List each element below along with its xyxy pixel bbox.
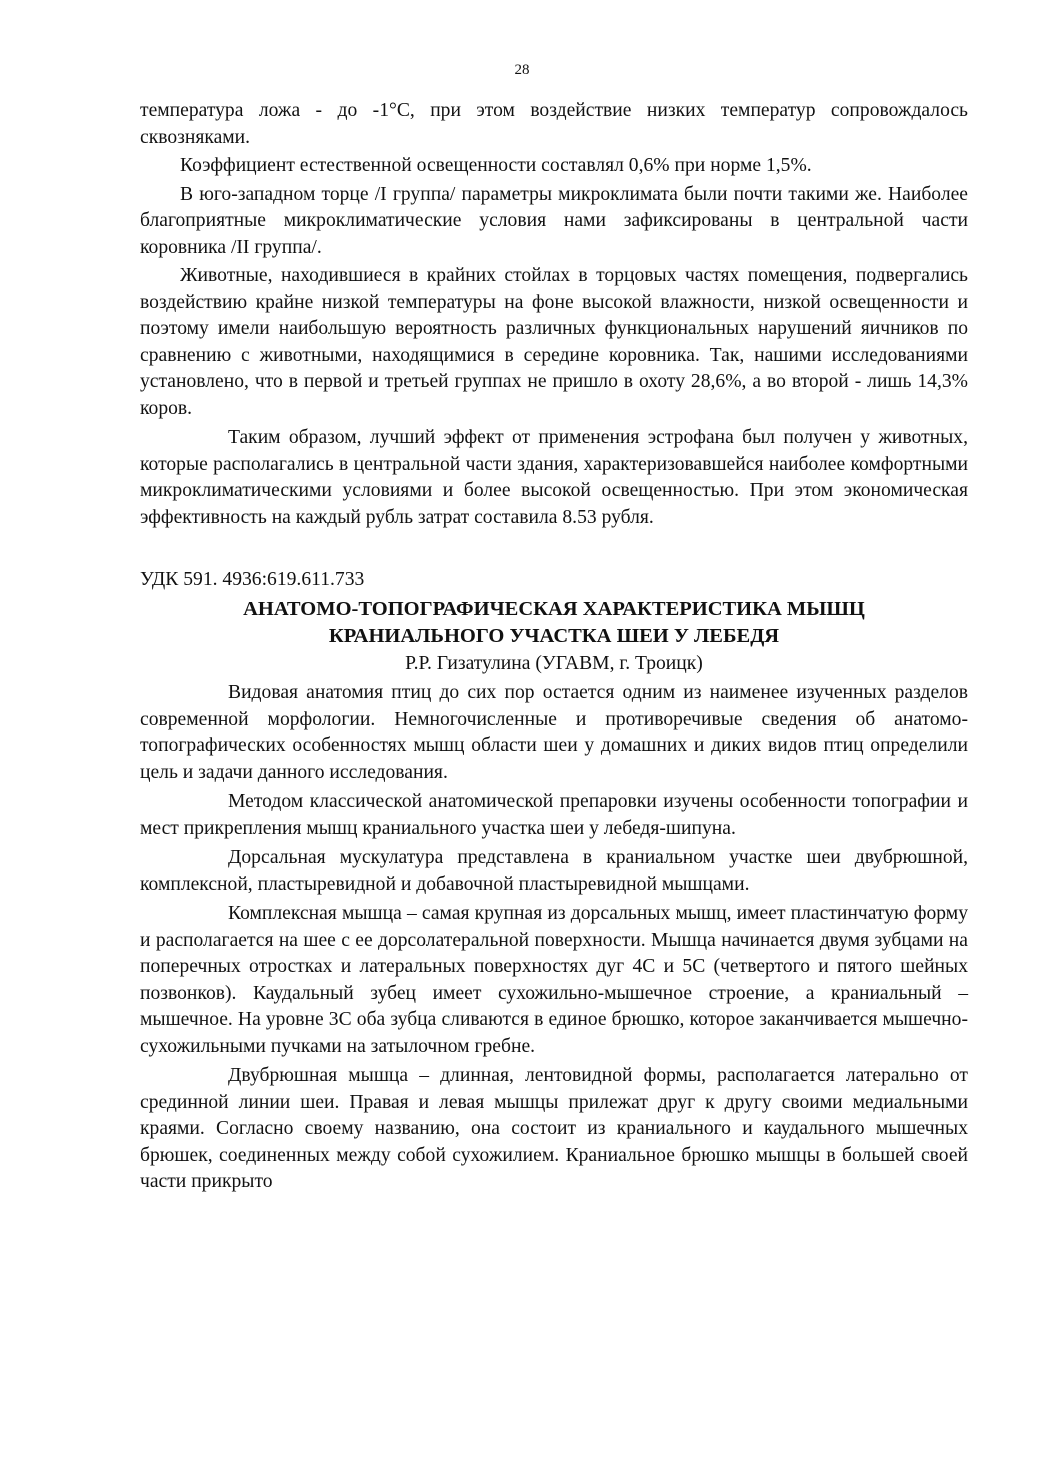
article-paragraph: Видовая анатомия птиц до сих пор остается одним из наименее изученных разделов современной морфологии. Немногочисленные и противоречивые сведения об анатомо-топографических особенностях мышц области шеи у домашних и диких видов птиц определили цель и задачи данного исследования. [140,682,968,783]
article-title-line-1: АНАТОМО-ТОПОГРАФИЧЕСКАЯ ХАРАКТЕРИСТИКА МЫШЦ [243,597,865,620]
article-paragraph: Методом классической анатомической препаровки изучены особенности топографии и мест прикрепления мышц краниального участка шеи у лебедя-шипуна. [140,791,968,839]
article-title-line-2: КРАНИАЛЬНОГО УЧАСТКА ШЕИ У ЛЕБЕДЯ [328,624,780,647]
paragraph: Коэффициент естественной освещенности составлял 0,6% при норме 1,5%. [180,155,812,176]
paragraph-continued: температура ложа - до -1°С, при этом воздействие низких температур сопровождалось сквозняками. [140,100,968,148]
article-author: Р.Р. Гизатулина (УГАВМ, г. Троицк) [405,652,703,674]
article-header [140,567,968,677]
udk-code: УДК 591. 4936:619.611.733 [140,569,365,590]
article-paragraph: Двубрюшная мышца – длинная, лентовидной формы, располагается латерально от срединной линии шеи. Правая и левая мышцы прилежат друг к другу своими медиальными краями. Согласно своему названию, она состоит из краниального и каудального мышечных брюшек, соединенных между собой сухожилием. Краниальное брюшко мышцы в большей своей части прикрыто [140,1065,968,1192]
paragraph: Животные, находившиеся в крайних стойлах в торцовых частях помещения, подвергались воздействию крайне низкой температуры на фоне высокой влажности, низкой освещенности и поэтому имели наибольшую вероятность различных функциональных нарушений яичников по сравнению с животными, находящимися в середине коровника. Так, нашими исследованиями установлено, что в первой и третьей группах не пришло в охоту 28,6%, а во второй - лишь 14,3% коров. [140,265,968,419]
paragraph: В юго-западном торце /I группа/ параметры микроклимата были почти такими же. Наиболее благоприятные микроклиматические условия нами зафиксированы в центральной части коровника /II группа/. [140,183,968,258]
article-paragraph: Комплексная мышца – самая крупная из дорсальных мышц, имеет пластинчатую форму и располагается на шее с ее дорсолатеральной поверхности. Мышца начинается двумя зубцами на поперечных отростках и латеральных поверхностях дуг 4С и 5С (четвертого и пятого шейных позвонков). Каудальный зубец имеет сухожильно-мышечное строение, а краниальный – мышечное. На уровне 3С оба зубца сливаются в единое брюшко, которое заканчивается мышечно-сухожильными пучками на затылочном гребне. [140,903,968,1057]
article-paragraph: Дорсальная мускулатура представлена в краниальном участке шеи двубрюшной, комплексной, пластыревидной и добавочной пластыревидной мышцами. [140,847,968,895]
paragraph-conclusion: Таким образом, лучший эффект от применения эстрофана был получен у животных, которые располагались в центральной части здания, характеризовавшейся наиболее комфортными микроклиматическими условиями и более высокой освещенностью. При этом экономическая эффективность на каждый рубль затрат составила 8.53 рубля. [140,427,968,528]
text-column [140,98,968,1196]
page-number: 28 [514,62,530,78]
